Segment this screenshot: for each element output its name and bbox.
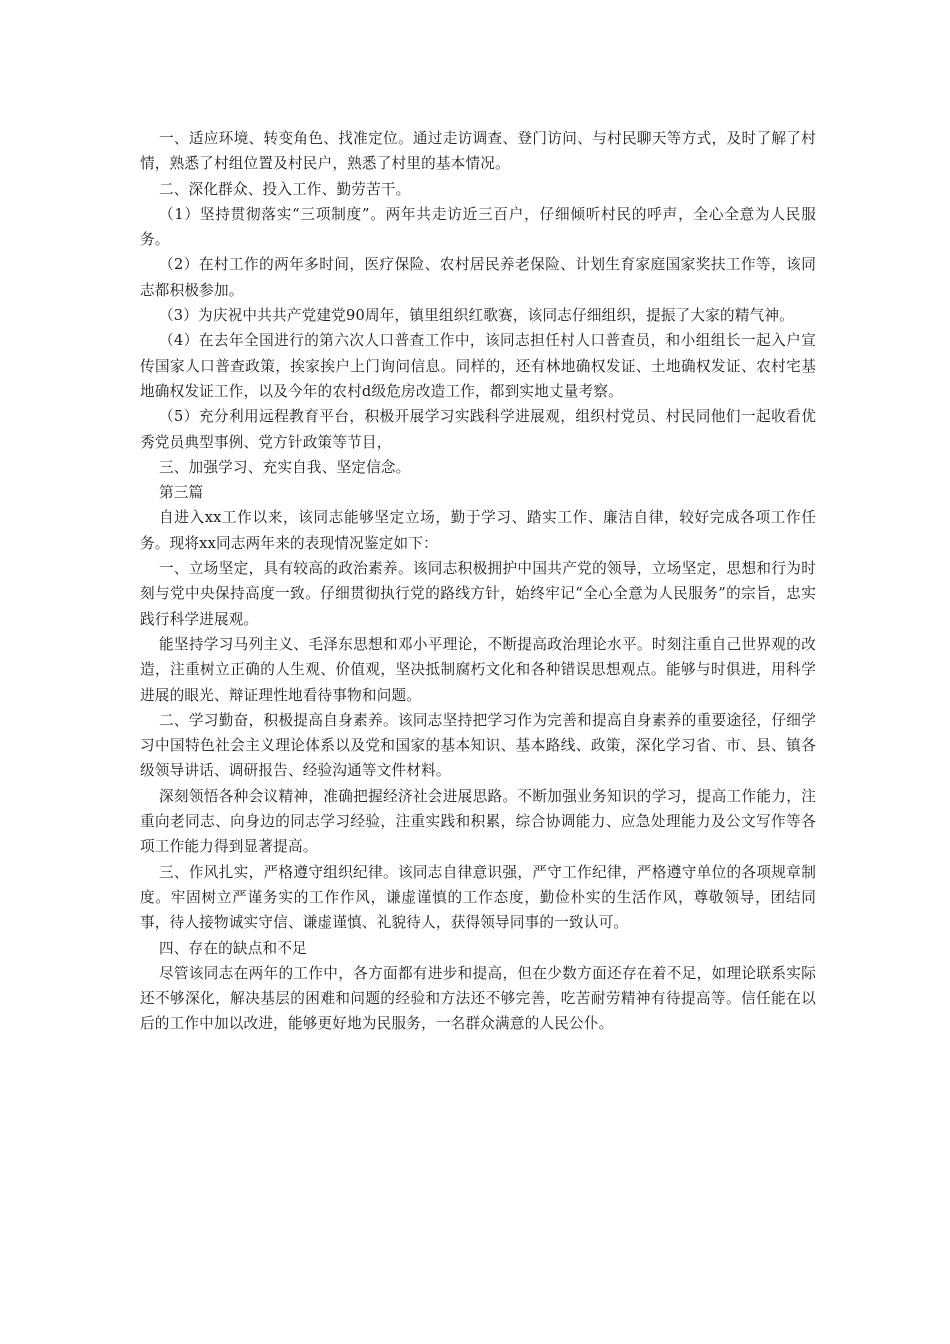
heading-shortcomings: 四、存在的缺点和不足: [158, 939, 307, 957]
paragraph-item-4: （4）在去年全国进行的第六次人口普查工作中，该同志担任村人口普查员，和小组组长一起入户宣传国家人口普查政策，挨家挨户上门询问信息。同样的，还有林地确权发证、土地确权发证、农村宅基地确权发证工作，以及今年的农村d级危房改造工作，都到实地丈量考察。: [140, 332, 816, 400]
heading-strengthen-study: 三、加强学习、充实自我、坚定信念。: [158, 458, 411, 476]
paragraph-item-3: （3）为庆祝中共共产党建党90周年，镇里组织红歌赛，该同志仔细组织，提振了大家的精气神。: [158, 307, 794, 325]
paragraph-diligent-study: 二、学习勤奋，积极提高自身素养。该同志坚持把学习作为完善和提高自身素养的重要途径，仔细学习中国特色社会主义理论体系以及党和国家的基本知识、基本路线、政策，深化学习省、市、县、镇各级领导讲话、调研报告、经验沟通等文件材料。: [140, 711, 816, 780]
paragraph-shortcomings: 尽管该同志在两年的工作中，各方面都有进步和提高，但在少数方面还存在着不足，如理论联系实际还不够深化，解决基层的困难和问题的经验和方法还不够完善，吃苦耐劳精神有待提高等。信任能在以后的工作中加以改进，能够更好地为民服务，一名群众满意的人民公仆。: [140, 964, 816, 1033]
paragraph-meeting-spirit: 深刻领悟各种会议精神，准确把握经济社会进展思路。不断加强业务知识的学习，提高工作能力，注重向老同志、向身边的同志学习经验，注重实践和积累，综合协调能力、应急处理能力及公文写作等各项工作能力得到显著提高。: [140, 787, 816, 856]
paragraph-item-5: （5）充分利用远程教育平台，积极开展学习实践科学进展观，组织村党员、村民同他们一起收看优秀党员典型事例、党方针政策等节目，: [140, 408, 816, 451]
document-body: [140, 126, 816, 1037]
paragraph-work-style: 三、作风扎实，严格遵守组织纪律。该同志自律意识强，严守工作纪律，严格遵守单位的各项规章制度。牢固树立严谨务实的工作作风，谦虚谨慎的工作态度，勤俭朴实的生活作风，尊敬领导，团结同事，待人接物诚实守信、谦虚谨慎、礼貌待人，获得领导同事的一致认可。: [140, 863, 816, 932]
heading-deepen-masses: 二、深化群众、投入工作、勤劳苦干。: [158, 180, 411, 198]
paragraph-intro: 自进入xx工作以来，该同志能够坚定立场，勤于学习、踏实工作、廉洁自律，较好完成各项工作任务。现将xx同志两年来的表现情况鉴定如下：: [140, 509, 816, 552]
paragraph-political-stance: 一、立场坚定，具有较高的政治素养。该同志积极拥护中国共产党的领导，立场坚定，思想和行为时刻与党中央保持高度一致。仔细贯彻执行党的路线方针，始终牢记“全心全意为人民服务”的宗旨，忠实践行科学进展观。: [140, 560, 816, 628]
paragraph-adapt-environment: 一、适应环境、转变角色、找准定位。通过走访调查、登门访问、与村民聊天等方式，及时了解了村情，熟悉了村组位置及村民户，熟悉了村里的基本情况。: [140, 130, 816, 173]
paragraph-theory-study: 能坚持学习马列主义、毛泽东思想和邓小平理论，不断提高政治理论水平。时刻注重自己世界观的改造，注重树立正确的人生观、价值观，坚决抵制腐朽文化和各种错误思想观点。能够与时俱进，用科学进展的眼光、辩证理性地看待事物和问题。: [140, 635, 816, 704]
paragraph-item-2: （2）在村工作的两年多时间，医疗保险、农村居民养老保险、计划生育家庭国家奖扶工作等，该同志都积极参加。: [140, 256, 816, 299]
paragraph-item-1: （1）坚持贯彻落实“三项制度”。两年共走访近三百户，仔细倾听村民的呼声，全心全意为人民服务。: [140, 205, 816, 249]
section-title-third: 第三篇: [158, 484, 204, 502]
